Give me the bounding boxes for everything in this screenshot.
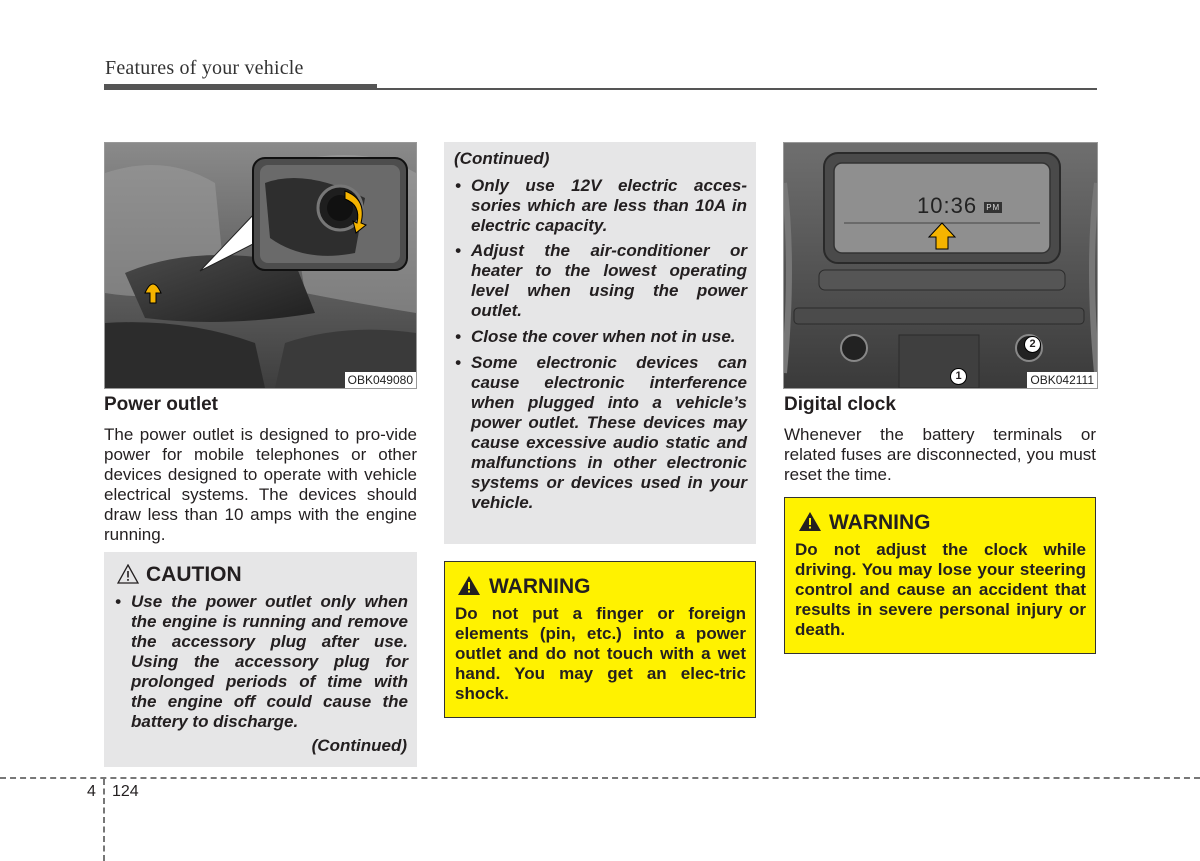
page-header-title: Features of your vehicle [105, 57, 304, 79]
power-outlet-illustration [105, 143, 416, 388]
outlet-warning-box [444, 561, 756, 718]
clock-display-time [917, 193, 1002, 219]
clock-warning-text: Do not adjust the clock while driving. You may lose your steering control and cause an accident that results in severe personal injury or death. [795, 540, 1086, 639]
continued-bullet: • Adjust the air-conditioner or heater to the lowest operating level when using the power outlet. [454, 241, 747, 321]
continued-bullet: • Some electronic devices can cause electronic interference when plugged into a vehicle’s power outlet. These devices may cause excessive audio static and malfunctions in other electronic systems or devices used in your vehicle. [454, 353, 747, 513]
footer-rule [0, 777, 1200, 779]
outlet-warning-title: WARNING [489, 575, 591, 598]
continued-bullet: • Close the cover when not in use. [454, 327, 747, 347]
callout-2: 2 [1024, 336, 1041, 353]
clock-warning-title: WARNING [829, 511, 931, 534]
continued-bullets [454, 176, 747, 513]
continued-title: (Continued) [454, 149, 550, 168]
caution-bullet: • Use the power outlet only when the engine is running and remove the accessory plug after use. Using the accessory plug for prolonged periods of time with the engine off could cause the battery to discharge. [114, 592, 408, 732]
warning-triangle-icon [798, 511, 822, 532]
power-outlet-figure [104, 142, 417, 389]
figure-code: OBK042111 [1027, 372, 1097, 388]
caution-continued: (Continued) [311, 736, 407, 755]
continued-bullet: • Only use 12V electric acces-sories which are less than 10A in electric capacity. [454, 176, 747, 236]
caution-bullets [114, 592, 408, 732]
digital-clock-heading: Digital clock [784, 394, 896, 415]
clock-warning-box [784, 497, 1096, 654]
caution-triangle-icon [117, 564, 139, 584]
footer-vertical-rule [103, 779, 105, 861]
caution-title: CAUTION [146, 563, 242, 586]
caution-box [104, 552, 417, 767]
clock-time-value: 10:36 [917, 193, 978, 218]
footer-chapter-number: 4 [87, 783, 96, 800]
power-outlet-heading: Power outlet [104, 394, 219, 415]
callout-1: 1 [950, 368, 967, 385]
outlet-warning-text: Do not put a finger or foreign elements (pin, etc.) into a power outlet and do not touch with a wet hand. You may get an elec-tric shock. [455, 604, 746, 703]
power-outlet-body: The power outlet is designed to pro-vide power for mobile telephones or other devices designed to operate with vehicle electrical systems. The devices should draw less than 10 amps with the engine running. [104, 425, 417, 544]
clock-ampm: PM [986, 202, 1001, 212]
footer-page-number: 124 [112, 783, 139, 800]
header-rule-thin [377, 88, 1097, 90]
continued-caution-box [444, 142, 756, 544]
figure-code: OBK049080 [345, 372, 416, 388]
digital-clock-figure [783, 142, 1098, 389]
digital-clock-body: Whenever the battery terminals or related fuses are disconnected, you must reset the time. [784, 425, 1096, 484]
head-unit-illustration [784, 143, 1097, 388]
header-rule-thick [104, 84, 377, 90]
warning-triangle-icon [457, 575, 481, 596]
